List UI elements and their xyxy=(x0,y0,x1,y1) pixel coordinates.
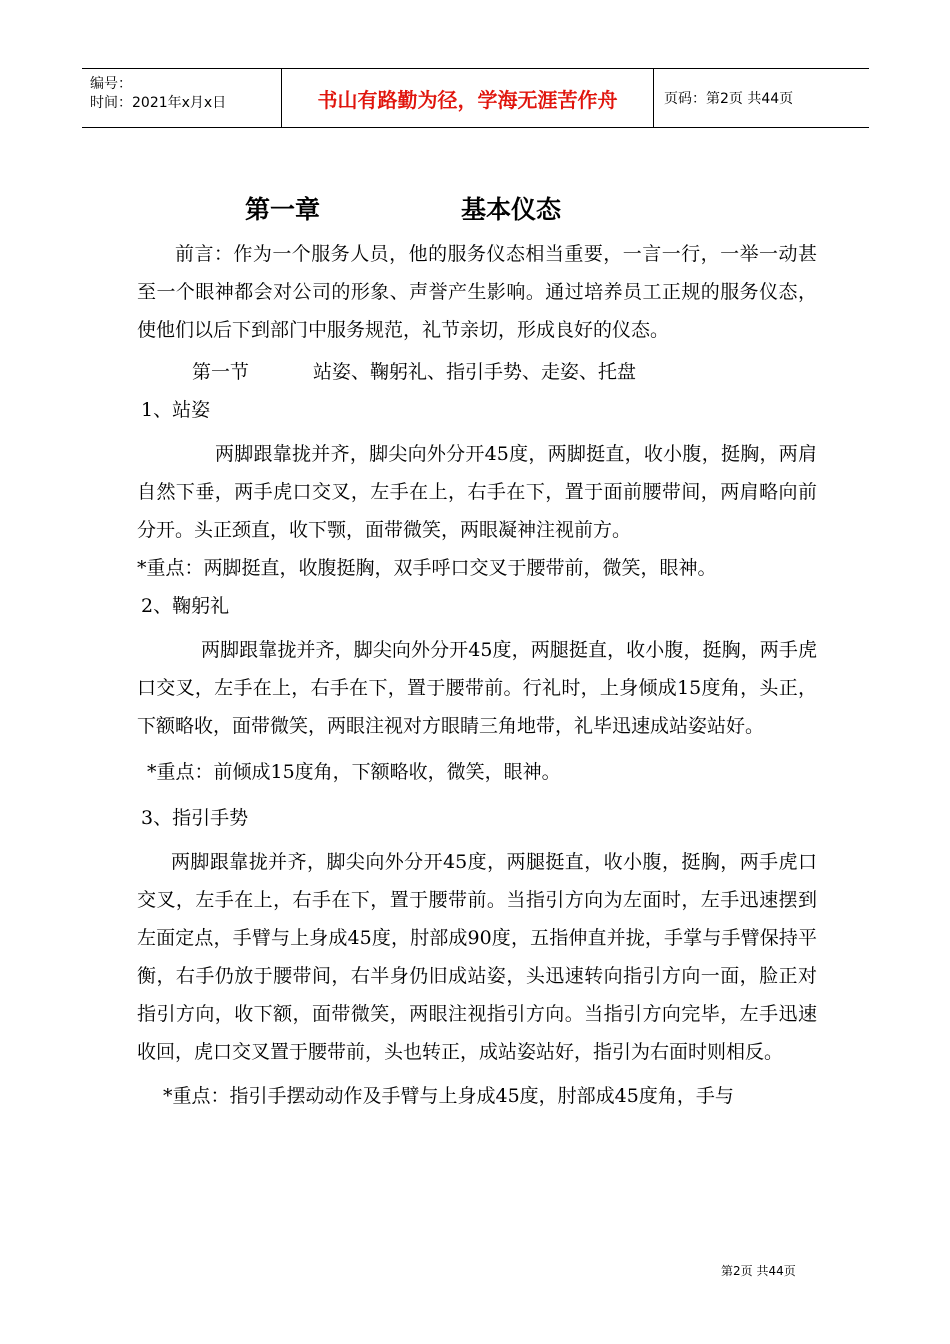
document-time: 时间：2021年x月x日 xyxy=(90,95,227,111)
section-number: 第一节 xyxy=(192,361,250,383)
item-key-point: *重点：前倾成15度角，下额略收，微笑，眼神。 xyxy=(147,761,561,783)
document-number: 编号： xyxy=(90,76,132,92)
item-heading: 1、站姿 xyxy=(141,399,211,421)
item-heading: 3、指引手势 xyxy=(141,807,249,829)
page-header xyxy=(82,68,869,128)
item-key-point: *重点：两脚挺直，收腹挺胸，双手呼口交叉于腰带前，微笑，眼神。 xyxy=(137,557,717,579)
chapter-title xyxy=(0,190,950,230)
item-body: 两脚跟靠拢并齐，脚尖向外分开45度，两腿挺直，收小腹，挺胸，两手虎口交叉，左手在上，右手在下，置于腰带前。当指引方向为左面时，左手迅速摆到左面定点，手臂与上身成45度，肘部成90度，五指伸直并拢，手掌与手臂保持平衡，右手仍放于腰带间，右半身仍旧成站姿，头迅速转向指引方向一面，脸正对指引方向，收下额，面带微笑，两眼注视指引方向。当指引方向完毕，左手迅速收回，虎口交叉置于腰带前，头也转正，成站姿站好，指引为右面时则相反。 xyxy=(137,851,817,1063)
item-key-point: *重点：指引手摆动动作及手臂与上身成45度，肘部成45度角，手与 xyxy=(163,1085,734,1107)
chapter-number: 第一章 xyxy=(245,195,321,224)
section-name: 站姿、鞠躬礼、指引手势、走姿、托盘 xyxy=(313,361,637,383)
header-meta xyxy=(82,69,282,127)
item-heading: 2、鞠躬礼 xyxy=(141,595,230,617)
header-motto: 书山有路勤为径，学海无涯苦作舟 xyxy=(282,69,654,127)
item-body: 两脚跟靠拢并齐，脚尖向外分开45度，两腿挺直，收小腹，挺胸，两手虎口交叉，左手在上，右手在下，置于腰带前。行礼时，上身倾成15度角，头正，下额略收，面带微笑，两眼注视对方眼睛三角地带，礼毕迅速成站姿站好。 xyxy=(137,639,817,737)
page-footer: 第2页 共44页 xyxy=(721,1264,796,1278)
header-page-info: 页码：第2页 共44页 xyxy=(664,91,794,107)
document-body xyxy=(137,235,817,1115)
preface-paragraph: 前言：作为一个服务人员，他的服务仪态相当重要，一言一行，一举一动甚至一个眼神都会对公司的形象、声誉产生影响。通过培养员工正规的服务仪态，使他们以后下到部门中服务规范，礼节亲切，形成良好的仪态。 xyxy=(137,243,817,341)
chapter-name: 基本仪态 xyxy=(461,195,562,224)
section-heading xyxy=(137,353,817,391)
item-body: 两脚跟靠拢并齐，脚尖向外分开45度，两脚挺直，收小腹，挺胸，两肩自然下垂，两手虎口交叉，左手在上，右手在下，置于面前腰带间，两肩略向前分开。头正颈直，收下颚，面带微笑，两眼凝神注视前方。 xyxy=(137,443,817,541)
